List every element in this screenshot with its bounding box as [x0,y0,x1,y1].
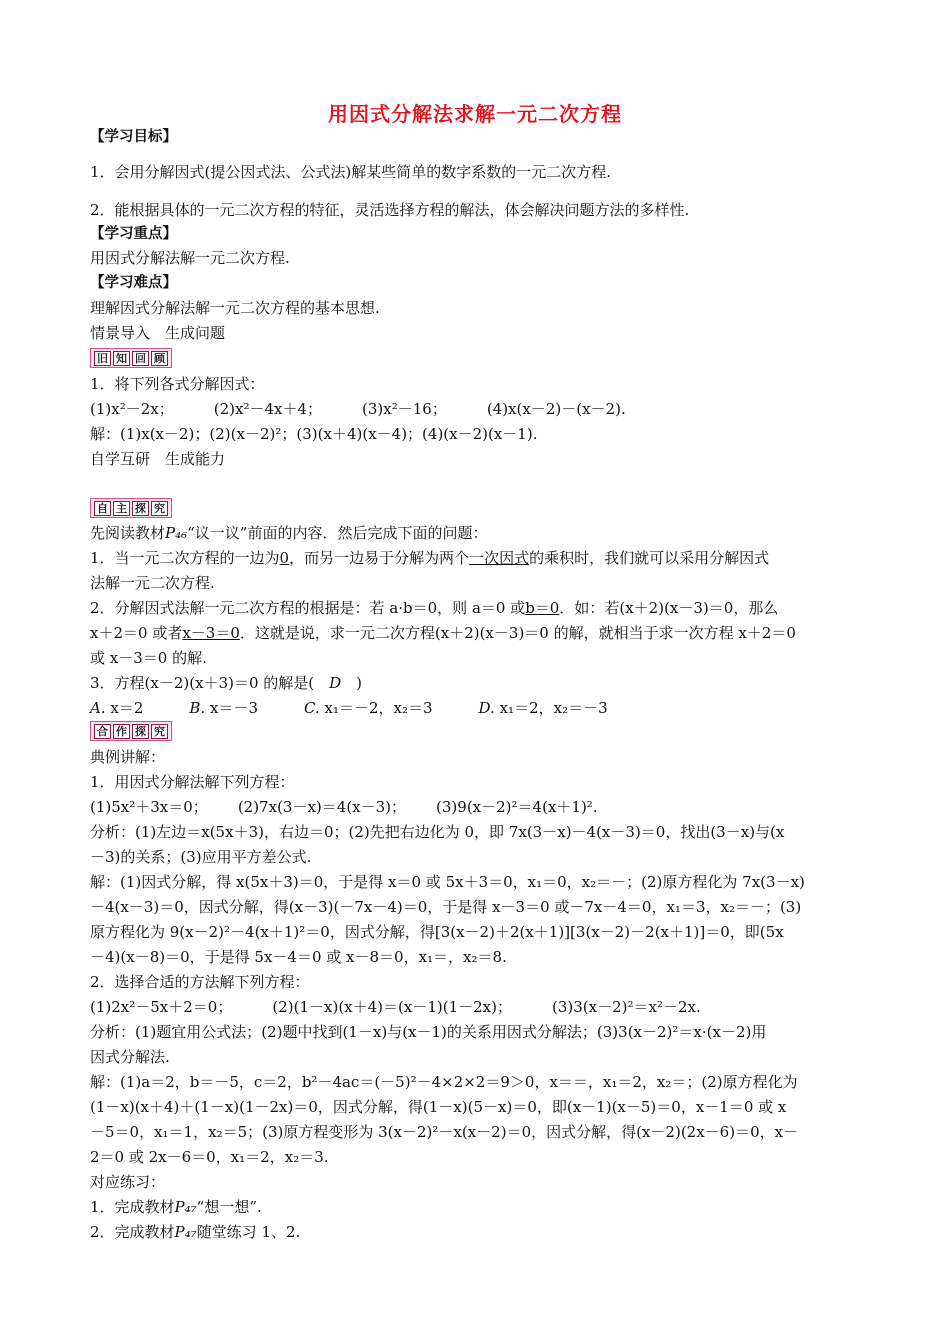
practice-label: 对应练习： [90,1173,166,1191]
self-study-label: 自学互研 生成能力 [90,450,226,468]
practice-item-1: 1．完成教材P₄₇“想一想”. [90,1198,262,1216]
answer-blank: 0 [279,549,290,567]
self-point-2: 2．分解因式法解一元二次方程的根据是：若 a·b＝0，则 a＝0 或b＝0．如：若(x＋2)(x－3)＝0，那么 [90,599,779,617]
coop-explore-badge: 合 作 探 究 [90,721,172,741]
example-2-analysis: 分析：(1)题宜用公式法；(2)题中找到(1－x)与(x－1)的关系用因式分解法；(3)3(x－2)²＝x·(x－2)用 [90,1023,767,1041]
self-point-2-end: 或 x－3＝0 的解. [90,649,207,667]
intro-label: 情景导入 生成问题 [90,324,226,342]
answer-blank: b＝0 [525,599,560,617]
example-2-items: (1)2x²－5x＋2＝0； (2)(1－x)(x＋4)＝(x－1)(1－2x)； (3)3(x－2)²＝x²－2x. [90,998,701,1016]
example-1-solution-end: －4)(x－8)＝0，于是得 5x－4＝0 或 x－8＝0，x₁＝，x₂＝8. [90,948,507,966]
goal-1: 1．会用分解因式(提公因式法、公式法)解某些简单的数字系数的一元二次方程. [90,163,612,181]
review-answer: 解：(1)x(x－2)；(2)(x－2)²；(3)(x＋4)(x－4)；(4)(x－2)(x－1). [90,425,538,443]
answer-choice: D [329,674,342,692]
example-label: 典例讲解： [90,748,166,766]
difficulty-text: 理解因式分解法解一元二次方程的基本思想. [90,299,380,317]
example-1-solution-cont: 原方程化为 9(x－2)²－4(x＋1)²＝0，因式分解，得[3(x－2)＋2(x＋1)][3(x－2)－2(x＋1)]＝0，即(5x [90,923,784,941]
practice-item-2: 2．完成教材P₄₇随堂练习 1、2. [90,1223,301,1241]
example-2-solution-end: 2＝0 或 2x－6＝0，x₁＝2，x₂＝3. [90,1148,329,1166]
example-2-analysis-cont: 因式分解法. [90,1048,170,1066]
example-2-question: 2．选择合适的方法解下列方程： [90,973,310,991]
difficulty-heading: 【学习难点】 [90,275,177,291]
self-explore-badge: 自 主 探 究 [90,498,172,518]
self-point-3: 3．方程(x－2)(x＋3)＝0 的解是( D ) [90,674,363,692]
review-question: 1．将下列各式分解因式： [90,375,265,393]
answer-blank: 一次因式 [469,549,530,567]
example-1-question: 1．用因式分解法解下列方程： [90,773,295,791]
example-1-analysis: 分析：(1)左边＝x(5x＋3)，右边＝0；(2)先把右边化为 0，即 7x(3－x)－4(x－3)＝0，找出(3－x)与(x [90,823,785,841]
answer-blank: x－3＝0 [182,624,240,642]
self-point-1-cont: 法解一元二次方程. [90,574,215,592]
page-title: 用因式分解法求解一元二次方程 [328,102,622,126]
example-1-solution: 解：(1)因式分解，得 x(5x＋3)＝0，于是得 x＝0 或 5x＋3＝0，x₁＝0，x₂＝－；(2)原方程化为 7x(3－x) [90,873,805,891]
example-1-solution-cont: －4(x－3)＝0，因式分解，得(x－3)(－7x－4)＝0，于是得 x－3＝0 或－7x－4＝0，x₁＝3，x₂＝－；(3) [90,898,802,916]
self-point-2-cont: x＋2＝0 或者x－3＝0．这就是说，求一元二次方程(x＋2)(x－3)＝0 的解，就相当于求一次方程 x＋2＝0 [90,624,796,642]
self-intro: 先阅读教材P₄₆“议一议”前面的内容．然后完成下面的问题： [90,524,488,542]
example-1-analysis-cont: －3)的关系；(3)应用平方差公式. [90,848,312,866]
key-heading: 【学习重点】 [90,226,177,242]
example-1-items: (1)5x²＋3x＝0； (2)7x(3－x)＝4(x－3)； (3)9(x－2)²＝4(x＋1)². [90,798,598,816]
key-text: 用因式分解法解一元二次方程. [90,249,290,267]
review-items: (1)x²－2x； (2)x²－4x＋4； (3)x²－16； (4)x(x－2)－(x－2). [90,400,626,418]
choice-options: A. x＝2 B. x＝－3 C. x₁＝－2，x₂＝3 D. x₁＝2，x₂＝－3 [90,699,608,717]
example-2-solution: 解：(1)a＝2，b＝－5，c＝2，b²－4ac＝(－5)²－4×2×2＝9＞0，x＝＝，x₁＝2，x₂＝；(2)原方程化为 [90,1073,798,1091]
self-point-1: 1．当一元二次方程的一边为0，而另一边易于分解为两个一次因式的乘积时，我们就可以采用分解因式 [90,549,770,567]
review-badge: 旧 知 回 顾 [90,348,172,368]
goals-heading: 【学习目标】 [90,129,177,145]
example-2-solution-cont: －5＝0，x₁＝1，x₂＝5；(3)原方程变形为 3(x－2)²－x(x－2)＝0，因式分解，得(x－2)(2x－6)＝0，x－ [90,1123,799,1141]
goal-2: 2．能根据具体的一元二次方程的特征，灵活选择方程的解法，体会解决问题方法的多样性. [90,201,690,219]
example-2-solution-cont: (1－x)(x＋4)＋(1－x)(1－2x)＝0，因式分解，得(1－x)(5－x)＝0，即(x－1)(x－5)＝0，x－1＝0 或 x [90,1098,787,1116]
